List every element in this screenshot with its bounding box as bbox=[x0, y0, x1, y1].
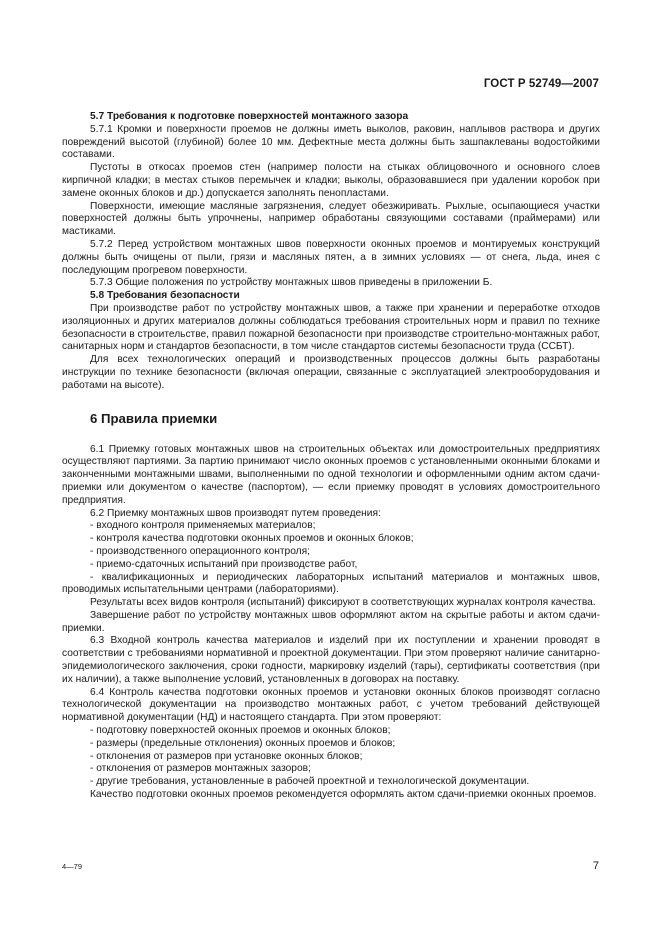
list-item: - производственного операционного контроля; bbox=[90, 545, 310, 557]
section-5-7-title: 5.7 Требования к подготовке поверхностей монтажного зазора bbox=[90, 111, 409, 122]
list-item: - отклонения от размеров монтажных зазоров; bbox=[90, 763, 311, 775]
list-item: - контроля качества подготовки оконных проемов и оконных блоков; bbox=[90, 533, 414, 545]
section-6-title: 6 Правила приемки bbox=[90, 410, 218, 426]
paragraph-completion: Завершение работ по устройству монтажных швов оформляют актом на скрытые работы и актом сдачи-приемки. bbox=[62, 609, 600, 634]
list-item: - приемо-сдаточных испытаний при производстве работ, bbox=[90, 558, 358, 570]
clause-6-1: 6.1 Приемку готовых монтажных швов на строительных объектах или домостроительных предприятиях осуществляют партиями. За партию принимают число оконных проемов с установленными оконными блоками и законченными монтажными швами, выполненными по одной технологии и оформленными одним актом сдачи-приемки или документом о качестве (паспортом), — если приемку проводят в условиях домостроительного предприятия. bbox=[62, 443, 600, 506]
list-item: - отклонения от размеров при установке оконных блоков; bbox=[90, 750, 363, 762]
clause-6-2: 6.2 Приемку монтажных швов производят путем проведения: bbox=[90, 507, 381, 519]
footer-code: 4—79 bbox=[62, 862, 83, 871]
paragraph-safety-a: При производстве работ по устройству монтажных швов, а также при хранении и переработке отходов изоляционных и других материалов должны соблюдаться требования строительных норм и правил по технике безопасности в строительстве, правил пожарной безопасности при производстве строительно-монтажных работ, санитарных норм и стандартов безопасности, в том числе стандартов системы безопасности труда (ССБТ). bbox=[62, 302, 600, 353]
paragraph-surfaces: Поверхности, имеющие масляные загрязнения, следует обезжиривать. Рыхлые, осыпающиеся участки поверхностей должны быть упрочнены, например обработаны связующими составами (праймерами) или мастиками. bbox=[62, 200, 600, 238]
clause-5-7-1: 5.7.1 Кромки и поверхности проемов не должны иметь выколов, раковин, наплывов раствора и других повреждений высотой (глубиной) более 10 мм. Дефектные места должны быть зашпаклеваны водостойкими составами. bbox=[62, 123, 600, 161]
list-item: - размеры (предельные отклонения) оконных проемов и блоков; bbox=[90, 737, 396, 749]
clause-6-4: 6.4 Контроль качества подготовки оконных проемов и установки оконных блоков производят согласно технологической документации на производство монтажных работ, с учетом требований действующей нормативной документации (НД) и настоящего стандарта. При этом проверяют: bbox=[62, 686, 600, 724]
clause-5-7-2: 5.7.2 Перед устройством монтажных швов поверхности оконных проемов и монтируемых конструкций должны быть очищены от пыли, грязи и масляных пятен, а в зимних условиях — от снега, льда, инея с последующим прогревом поверхности. bbox=[62, 238, 600, 276]
paragraph-safety-b: Для всех технологических операций и производственных процессов должны быть разработаны инструкции по технике безопасности (включая операции, связанные с эксплуатацией электрооборудования и работами на высоте). bbox=[62, 354, 600, 391]
list-item: - подготовку поверхностей оконных проемов и оконных блоков; bbox=[90, 725, 391, 737]
list-item: - входного контроля применяемых материалов; bbox=[90, 520, 316, 532]
page-number: 7 bbox=[592, 860, 599, 872]
list-item: - другие требования, установленные в рабочей проектной и технологической документации. bbox=[90, 776, 530, 788]
standard-header: ГОСТ Р 52749—2007 bbox=[483, 78, 599, 90]
document-body bbox=[62, 111, 600, 802]
paragraph-results: Результаты всех видов контроля (испытаний) фиксируют в соответствующих журналах контроля качества. bbox=[90, 597, 596, 609]
paragraph-voids: Пустоты в откосах проемов стен (например полости на стыках облицовочного и основного слоев кирпичной кладки; в местах стыков перемычек и кладки; выколы, образовавшиеся при удалении коробок при замене оконных блоков и др.) допускается заполнять пенопластами. bbox=[62, 162, 600, 199]
clause-5-7-3: 5.7.3 Общие положения по устройству монтажных швов приведены в приложении Б. bbox=[90, 277, 493, 289]
section-5-8-title: 5.8 Требования безопасности bbox=[90, 290, 240, 302]
clause-6-3: 6.3 Входной контроль качества материалов и изделий при их поступлении и хранении проводят в соответствии с требованиями нормативной и проектной документации. При этом проверяют наличие санитарно-эпидемиологического заключения, сроки годности, маркировку изделий (тары), сертификаты соответствия (при их наличии), а также выполнение условий, установленных в договорах на поставку. bbox=[62, 635, 600, 685]
list-item: - квалификационных и периодических лабораторных испытаний материалов и монтажных швов, проводимых испытательными центрами (лабораториями). bbox=[62, 571, 600, 596]
paragraph-final: Качество подготовки оконных проемов рекомендуется оформлять актом сдачи-приемки оконных проемов. bbox=[90, 789, 597, 801]
